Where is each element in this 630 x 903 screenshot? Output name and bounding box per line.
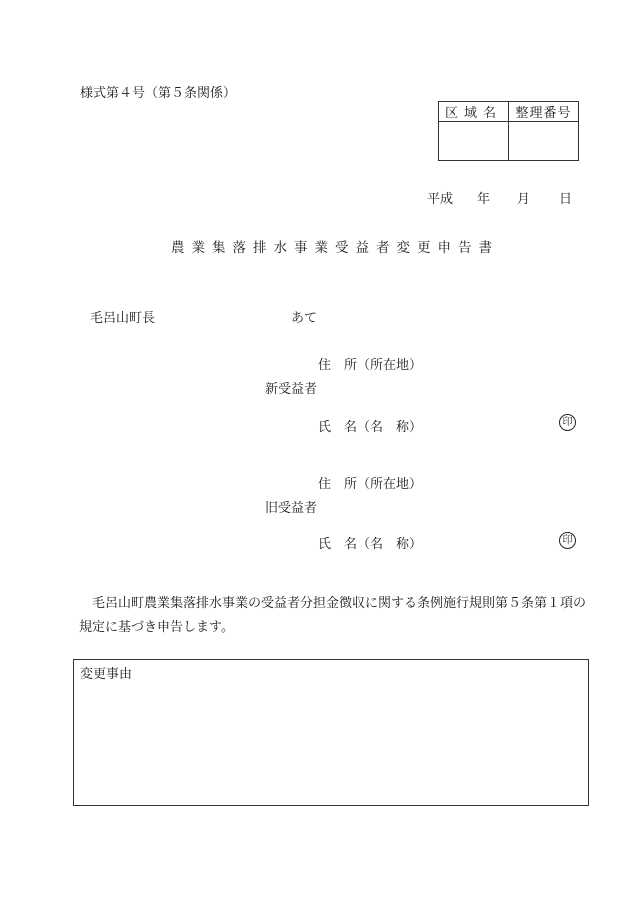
old-beneficiary-address-label: 住 所（所在地） <box>318 477 423 492</box>
date-line <box>427 188 572 207</box>
old-beneficiary-name-label: 氏 名（名 称） <box>318 537 423 552</box>
new-beneficiary-address-label: 住 所（所在地） <box>318 358 423 373</box>
area-name-header: 区域名 <box>439 102 509 122</box>
addressee-name: 毛呂山町長 <box>90 311 156 326</box>
new-beneficiary-name-label: 氏 名（名 称） <box>318 420 423 435</box>
old-beneficiary-label: 旧受益者 <box>265 501 318 516</box>
serial-number-header: 整理番号 <box>509 102 579 122</box>
new-beneficiary-seal-icon: 印 <box>559 414 576 431</box>
old-beneficiary-seal-icon: 印 <box>559 532 576 549</box>
change-reason-label: 変更事由 <box>80 667 133 682</box>
new-beneficiary-label: 新受益者 <box>265 382 318 397</box>
date-era: 平成 <box>427 192 454 207</box>
date-year: 年 <box>477 192 491 207</box>
addressee-suffix: あて <box>291 311 318 326</box>
serial-number-field[interactable] <box>509 122 579 161</box>
date-month: 月 <box>517 192 531 207</box>
form-number: 様式第４号（第５条関係） <box>80 86 237 101</box>
date-day: 日 <box>559 192 573 207</box>
document-title: 農業集落排水事業受益者変更申告書 <box>171 240 499 256</box>
change-reason-box[interactable] <box>73 659 589 806</box>
declaration-text: 毛呂山町農業集落排水事業の受益者分担金徴収に関する条例施行規則第５条第１項の規定に基づき申告します。 <box>79 596 587 635</box>
area-name-field[interactable] <box>439 122 509 161</box>
reference-table <box>438 101 579 161</box>
